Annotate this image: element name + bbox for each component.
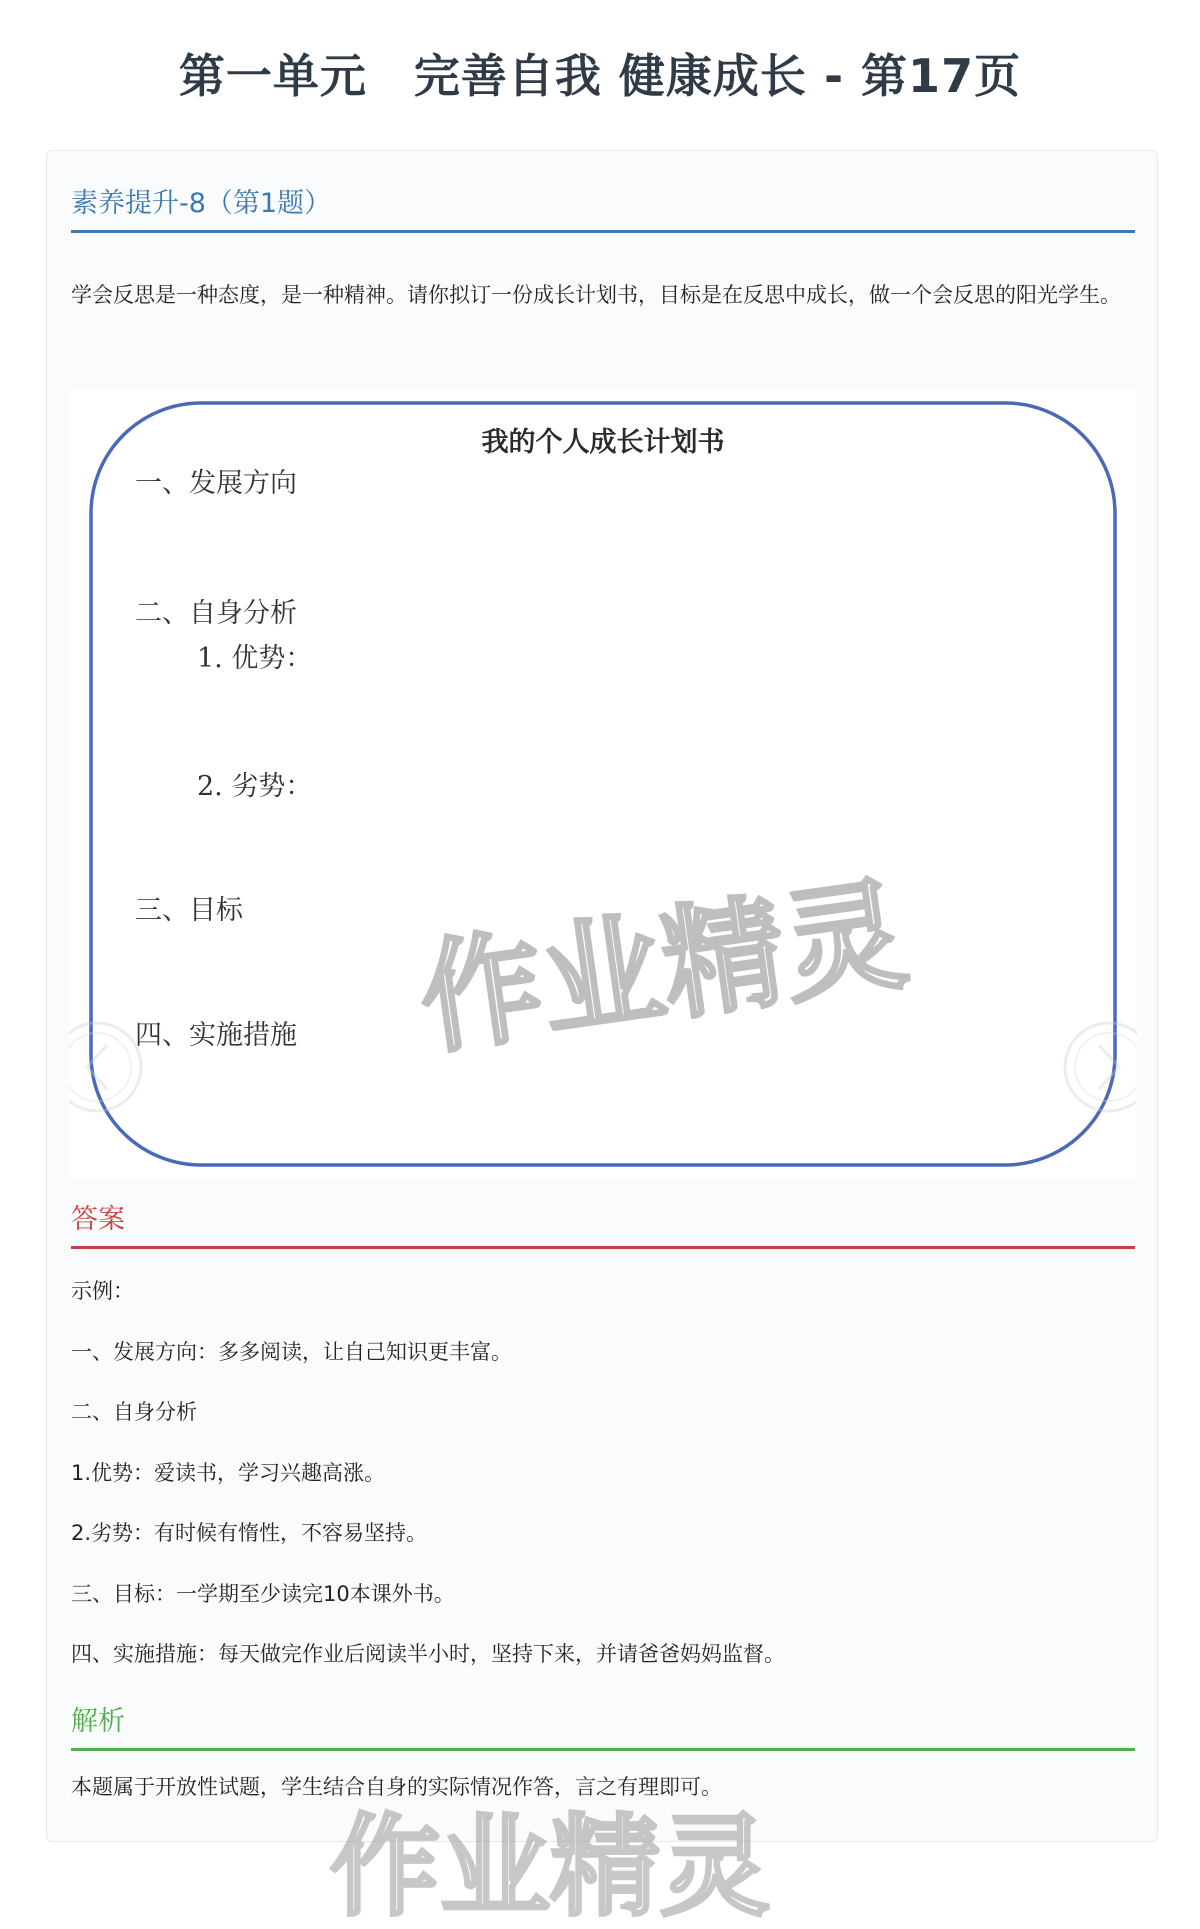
plan-weaknesses-label: 2. 劣势：: [197, 771, 313, 802]
plan-strengths-label: 1. 优势：: [197, 643, 313, 674]
answer-line: 三、目标：一学期至少读完10本课外书。: [71, 1582, 455, 1606]
answer-line: 1.优势：爱读书，学习兴趣高涨。: [71, 1461, 386, 1485]
plan-section-direction: 一、发展方向: [135, 468, 297, 499]
answer-line: 二、自身分析: [71, 1400, 197, 1424]
question-heading: 素养提升-8（第1题）: [71, 181, 1135, 233]
answer-line: 示例：: [71, 1279, 134, 1303]
plan-section-measures: 四、实施措施: [135, 1020, 297, 1051]
answer-heading: 答案: [71, 1197, 1135, 1249]
page-title: 第一单元 完善自我 健康成长 - 第17页: [178, 49, 1022, 103]
analysis-text: 本题属于开放性试题，学生结合自身的实际情况作答，言之有理即可。: [71, 1775, 722, 1799]
question-card: [46, 150, 1158, 1842]
answer-line: 一、发展方向：多多阅读，让自己知识更丰富。: [71, 1340, 512, 1364]
figure-watermark: 作业精灵: [411, 863, 915, 1072]
analysis-heading: 解析: [71, 1699, 1135, 1751]
answer-line: 四、实施措施：每天做完作业后阅读半小时，坚持下来，并请爸爸妈妈监督。: [71, 1642, 785, 1666]
prev-arrow-icon[interactable]: [69, 1023, 141, 1111]
page-watermark-text: 作业精灵: [330, 1803, 770, 1929]
plan-section-goal: 三、目标: [135, 895, 243, 926]
answer-line: 2.劣势：有时候有惰性，不容易坚持。: [71, 1521, 428, 1545]
page-watermark: [300, 1800, 820, 1929]
question-text: 学会反思是一种态度，是一种精神。请你拟订一份成长计划书，目标是在反思中成长，做一个会反思的阳光学生。: [71, 283, 1121, 307]
plan-section-self-analysis: 二、自身分析: [135, 598, 297, 629]
plan-title: 我的个人成长计划书: [481, 427, 725, 458]
growth-plan-figure: [69, 389, 1137, 1177]
next-arrow-icon[interactable]: [1065, 1023, 1137, 1111]
growth-plan-drawing: [69, 389, 1137, 1177]
